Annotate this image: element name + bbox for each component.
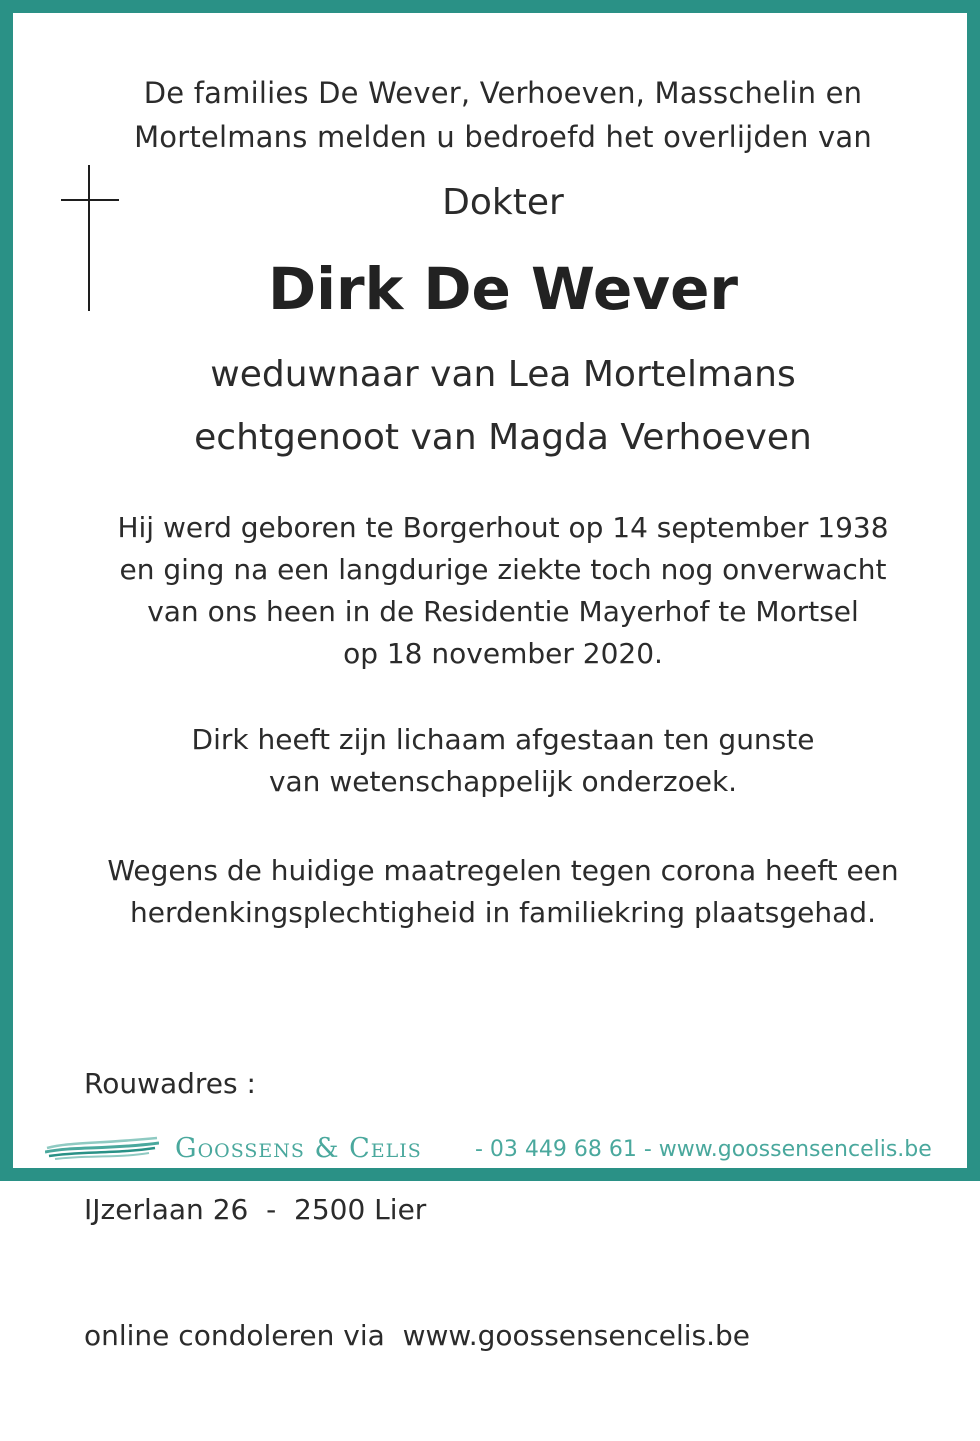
funeral-home-footer (45, 1131, 965, 1171)
paragraph-line: Hij werd geboren te Borgerhout op 14 september 1938 (117, 511, 889, 544)
relation-husband: echtgenoot van Magda Verhoeven (194, 417, 812, 458)
deceased-name: Dirk De Wever (267, 255, 739, 323)
intro-text (13, 71, 980, 159)
waves-logo-icon (45, 1134, 159, 1160)
paragraph-line: Dirk heeft zijn lichaam afgestaan ten gunste (191, 723, 815, 756)
ceremony-paragraph (13, 850, 980, 934)
paragraph-line: van wetenschappelijk onderzoek. (268, 765, 738, 798)
mourning-address (84, 979, 750, 1441)
online-condolence: online condoleren via www.goossensencelis.be (84, 1319, 751, 1352)
relation-widower: weduwnaar van Lea Mortelmans (210, 354, 796, 395)
paragraph-line: en ging na een langdurige ziekte toch nog onverwacht (119, 553, 887, 586)
paragraph-line: herdenkingsplechtigheid in familiekring plaatsgehad. (130, 896, 876, 929)
funeral-home-name: Goossens & Celis (175, 1133, 422, 1164)
deceased-title: Dokter (442, 182, 564, 223)
address-street: IJzerlaan 26 - 2500 Lier (84, 1193, 427, 1226)
donation-paragraph (13, 719, 980, 803)
intro-line: De families De Wever, Verhoeven, Masschelin en (143, 76, 863, 110)
paragraph-line: van ons heen in de Residentie Mayerhof te Mortsel (147, 595, 859, 628)
paragraph-line: op 18 november 2020. (343, 637, 663, 670)
birth-death-paragraph (13, 507, 980, 675)
address-label: Rouwadres : (84, 1067, 256, 1100)
paragraph-line: Wegens de huidige maatregelen tegen corona heeft een (107, 854, 899, 887)
intro-line: Mortelmans melden u bedroefd het overlijden van (134, 120, 872, 154)
funeral-home-contact: - 03 449 68 61 - www.goossensencelis.be (475, 1137, 932, 1162)
